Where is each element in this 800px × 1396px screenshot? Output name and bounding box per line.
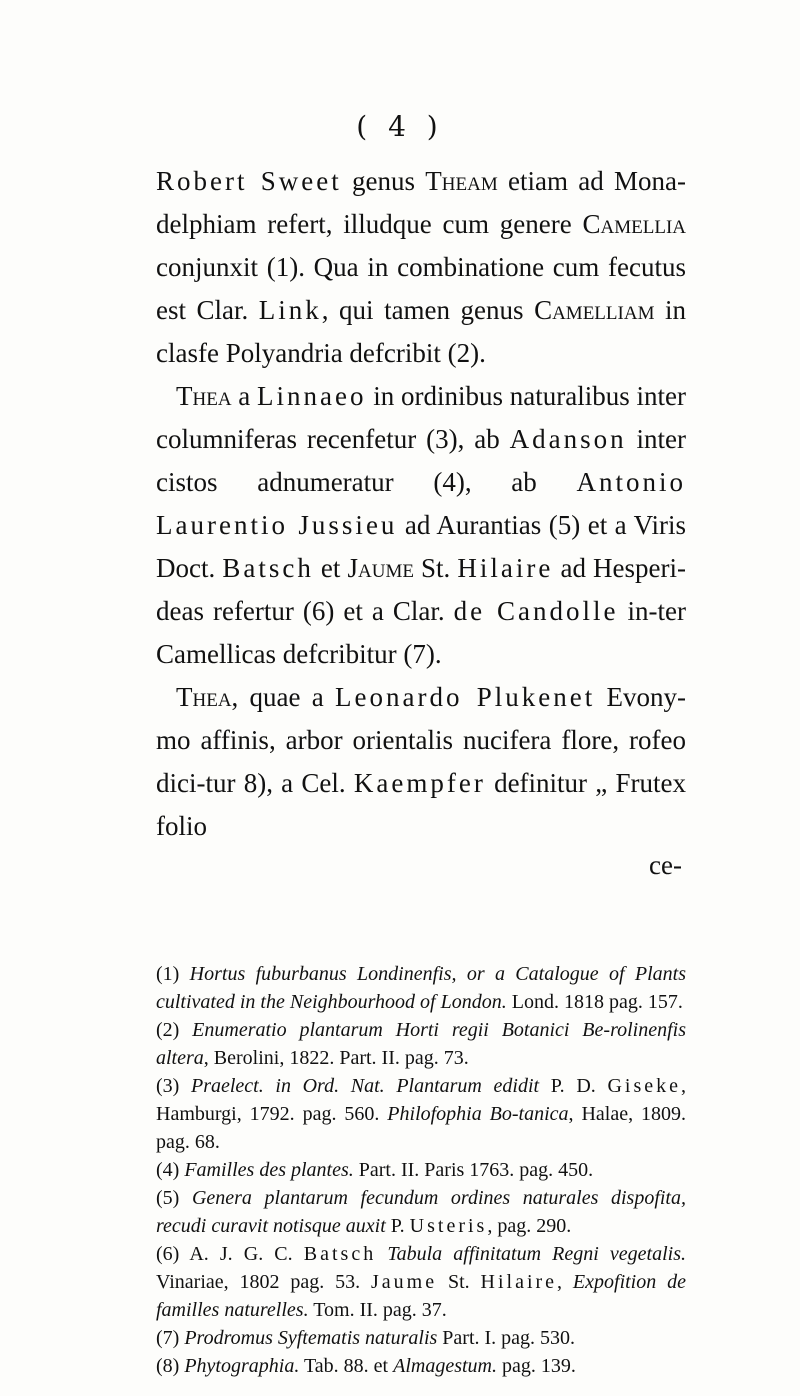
text-run: , Berolini, 1822. Part. II. pag. 73.: [203, 1047, 469, 1069]
paragraph-3: [156, 676, 686, 848]
footnote-2: [156, 1016, 686, 1072]
text-run: Lond. 1818 pag. 157.: [506, 991, 683, 1013]
text-run: P. D.: [539, 1075, 608, 1097]
footnote-5: [156, 1184, 686, 1240]
work-title: Tabula affinitatum Regni vegetalis.: [387, 1243, 686, 1265]
genus-name: Thea: [176, 682, 232, 712]
work-title: Praelect. in Ord. Nat. Plantarum edidit: [190, 1075, 540, 1097]
text-run: etiam ad Mona-delphiam refert, illudque cum genere: [156, 166, 686, 239]
text-run: Part. II. Paris 1763. pag. 450.: [353, 1159, 594, 1181]
text-run: P.: [385, 1215, 410, 1237]
author-name: Hilaire: [480, 1271, 558, 1293]
author-name: Batsch: [303, 1243, 377, 1265]
author-name: Robert Sweet: [156, 166, 342, 196]
footnote-4: [156, 1156, 686, 1184]
author-name: Giseke: [607, 1075, 681, 1097]
work-title: Genera plantarum fecundum ordines naturales dispofita, recudi curavit notisque auxit: [156, 1187, 686, 1237]
text-run: in clasfe Polyandria defcribit (2).: [156, 295, 686, 368]
footnote-marker: (1): [156, 963, 190, 985]
author-name: Antonio Laurentio Jussieu: [156, 467, 686, 540]
work-title: Phytographia.: [184, 1355, 300, 1377]
paragraph-1: [156, 160, 686, 375]
text-run: , pag. 290.: [487, 1215, 572, 1237]
author-name: Jaume: [371, 1271, 438, 1293]
footnote-marker: (8): [156, 1355, 185, 1377]
text-run: pag. 139.: [497, 1355, 576, 1377]
work-title: Expofition de familles naturelles.: [156, 1271, 686, 1321]
author-name: Jaume: [347, 553, 414, 583]
text-run: a: [231, 381, 258, 411]
text-run: Vinariae, 1802 pag. 53.: [156, 1271, 371, 1293]
genus-name: Theam: [425, 166, 498, 196]
author-name: de Candolle: [453, 596, 619, 626]
text-run: genus: [341, 166, 426, 196]
author-name: Linnaeo: [257, 381, 367, 411]
work-title: Enumeratio plantarum Horti regii Botanici Be-rolinenfis altera: [156, 1019, 686, 1069]
work-title: Familles des plantes.: [184, 1159, 354, 1181]
text-run: , quae a: [231, 682, 336, 712]
footnote-marker: (2): [156, 1019, 193, 1041]
page-number: ( 4 ): [356, 110, 444, 143]
work-title: Philofophia Bo-tanica: [387, 1103, 569, 1125]
text-run: Tom. II. pag. 37.: [308, 1299, 447, 1321]
author-name: Leonardo Plukenet: [335, 682, 596, 712]
author-name: Usteris: [409, 1215, 488, 1237]
paragraph-2: [156, 375, 686, 676]
footnote-marker: (5): [156, 1187, 192, 1209]
work-title: Almagestum.: [393, 1355, 497, 1377]
footnote-6: [156, 1240, 686, 1324]
genus-name: Camellia: [582, 209, 686, 239]
footnote-1: [156, 960, 686, 1016]
genus-name: Camelliam: [534, 295, 655, 325]
text-run: , qui tamen genus: [321, 295, 535, 325]
text-run: definitur „ Frutex folio: [156, 768, 686, 841]
work-title: Hortus fuburbanus Londinenfis, or a Catalogue of Plants cultivated in the Neighbourhood of London.: [156, 963, 686, 1013]
author-name: Kaempfer: [353, 768, 486, 798]
text-run: ad Hesperi-deas refertur (6) et a Clar.: [156, 553, 686, 626]
author-name: Link: [258, 295, 322, 325]
footnotes: [156, 960, 686, 1380]
catchword: ce-: [649, 850, 682, 880]
text-run: , Hamburgi, 1792. pag. 560.: [156, 1075, 686, 1125]
genus-name: Thea: [176, 381, 232, 411]
text-run: inter cistos adnumeratur (4), ab: [156, 424, 686, 497]
author-name: Batsch: [222, 553, 314, 583]
text-run: Tab. 88. et: [299, 1355, 394, 1377]
footnote-8: [156, 1352, 686, 1380]
text-run: [376, 1243, 387, 1265]
text-run: ,: [557, 1271, 573, 1293]
text-run: , Halae, 1809. pag. 68.: [156, 1103, 687, 1153]
text-run: conjunxit (1). Qua in combinatione cum fecutus est Clar.: [156, 252, 686, 325]
footnote-marker: (6) A. J. G. C.: [156, 1243, 304, 1265]
text-run: ad Aurantias (5) et a Viris Doct.: [156, 510, 686, 583]
text-run: et: [313, 553, 348, 583]
main-text: [156, 160, 686, 882]
author-name: Adanson: [509, 424, 627, 454]
text-run: Part. I. pag. 530.: [437, 1327, 576, 1349]
text-run: in ordinibus naturalibus inter columniferas recenfetur (3), ab: [156, 381, 686, 454]
text-run: Evony-mo affinis, arbor orientalis nucifera flore, rofeo dici-tur 8), a Cel.: [156, 682, 686, 798]
text-run: in-ter Camellicas defcribitur (7).: [156, 596, 686, 669]
footnote-marker: (4): [156, 1159, 185, 1181]
footnote-3: [156, 1072, 686, 1156]
footnote-7: [156, 1324, 686, 1352]
text-run: St.: [413, 553, 458, 583]
author-name: Hilaire: [457, 553, 554, 583]
footnote-marker: (7): [156, 1327, 185, 1349]
work-title: Prodromus Syftematis naturalis: [184, 1327, 438, 1349]
text-run: St.: [437, 1271, 481, 1293]
footnote-marker: (3): [156, 1075, 191, 1097]
